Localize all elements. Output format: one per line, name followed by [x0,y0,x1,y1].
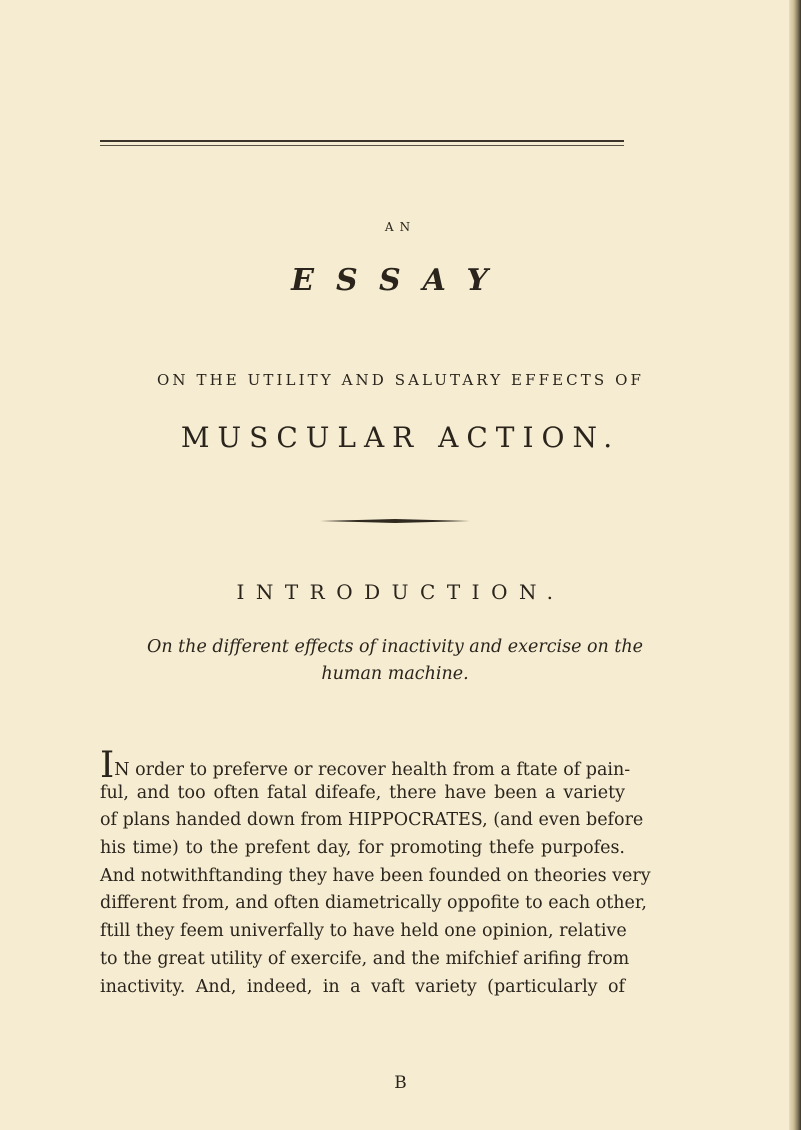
body-paragraph [100,745,651,1001]
introduction-subtitle [110,634,680,688]
ornamental-rule [320,519,470,523]
subtitle-line-2: human machine. [321,664,469,684]
body-line-9: inactivity. And, indeed, in a vaft variety (particularly of [100,976,625,997]
title-main: MUSCULAR ACTION. [180,421,621,454]
body-line-5: And notwithftanding they have been founded on theories very [100,865,651,886]
body-line-8: to the great utility of exercife, and the mifchief arifing from [100,948,630,969]
body-line-6: different from, and often diametrically oppofite to each other, [100,893,647,914]
top-rule-thin [100,145,624,146]
body-line-2: ful, and too often fatal difeafe, there have been a variety [100,782,625,803]
subtitle-line-1: On the different effects of inactivity and exercise on the [146,637,644,657]
title-an: AN [384,220,417,234]
title-essay: ESSAY [291,263,510,298]
first-word-rest: N [114,760,130,780]
introduction-heading: INTRODUCTION. [236,580,565,604]
page-edge-shadow [789,0,801,1130]
drop-cap: I [100,745,115,786]
top-double-rule [100,140,624,147]
body-line-4: his time) to the prefent day, for promoting thefe purpofes. [100,838,625,859]
top-rule-thick [100,140,624,142]
body-line-1 [100,745,631,786]
body-line-1-text: order to preferve or recover health from a ftate of pain- [135,760,631,780]
body-line-3: of plans handed down from HIPPOCRATES, (and even before [100,810,644,831]
title-subject-line: ON THE UTILITY AND SALUTARY EFFECTS OF [156,371,645,389]
signature-mark: B [394,1073,407,1093]
body-line-7: ftill they feem univerfally to have held one opinion, relative [100,921,627,942]
